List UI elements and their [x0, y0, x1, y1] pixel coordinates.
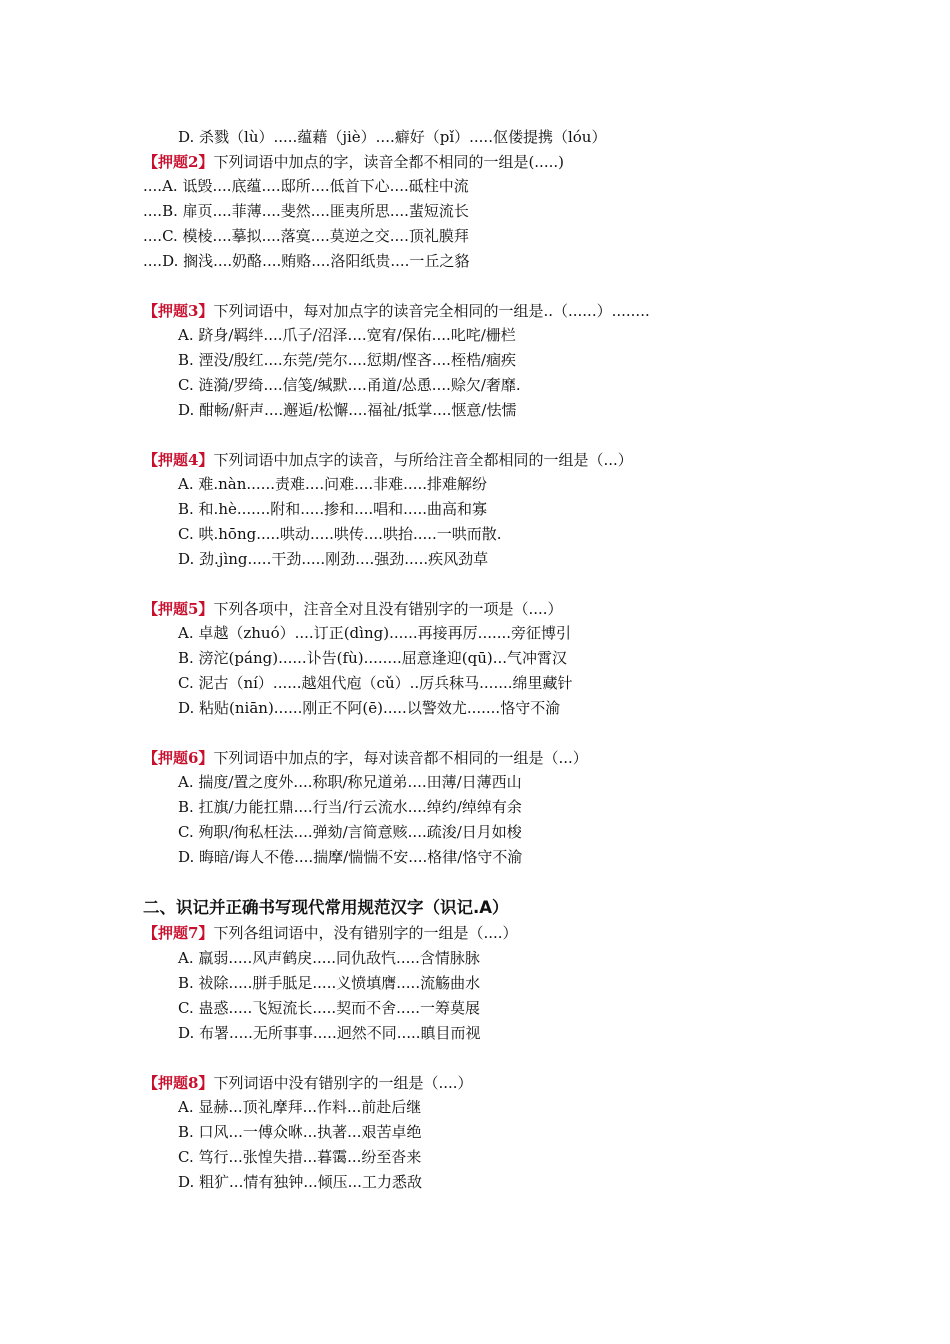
option-line: B. 扛旗/力能扛鼎....行当/行云流水....绰约/绰绰有余 [178, 798, 522, 816]
option-line: C. 笃行...张惶失措...暮霭...纷至沓来 [178, 1148, 422, 1166]
option-line: ....C. 模棱....摹拟....落寞....莫逆之交....顶礼膜拜 [143, 227, 469, 245]
question-line: 【押题4】下列词语中加点字的读音，与所给注音全都相同的一组是（...） [143, 451, 633, 469]
option-line: C. 泥古（ní）......越俎代庖（cǔ）..厉兵秣马.......绵里藏针 [178, 674, 573, 692]
question-line: 【押题6】下列词语中加点的字，每对读音都不相同的一组是（...） [143, 749, 588, 767]
option-line: ....D. 搁浅....奶酪....贿赂....洛阳纸贵....一丘之貉 [143, 252, 470, 270]
option-line: ....A. 诋毁....底蕴....邸所....低首下心....砥柱中流 [143, 177, 469, 195]
option-line: C. 哄.hōng.....哄动.....哄传....哄抬.....一哄而散. [178, 525, 502, 543]
option-line: D. 粗犷...情有独钟...倾压...工力悉敌 [178, 1173, 422, 1191]
question-tag: 【押题5】 [143, 600, 214, 618]
option-line: D. 布署.....无所事事.....迥然不同.....瞋目而视 [178, 1024, 481, 1042]
option-line: D. 晦暗/诲人不倦....揣摩/惴惴不安....格律/恪守不渝 [178, 848, 523, 866]
option-line: C. 蛊惑.....飞短流长.....契而不舍.....一筹莫展 [178, 999, 481, 1017]
option-line: A. 难.nàn......责难....问难....非难.....排难解纷 [178, 475, 487, 493]
option-line: B. 口风...一傅众咻...执著...艰苦卓绝 [178, 1123, 422, 1141]
option-line: D. 酣畅/鼾声....邂逅/松懈....福祉/抵掌....惬意/怯懦 [178, 401, 517, 419]
option-line: D. 粘贴(niān)......刚正不阿(ē).....以警效尤.......恪守不渝 [178, 699, 561, 717]
section-heading: 二、识记并正确书写现代常用规范汉字（识记.A） [143, 898, 509, 917]
option-line: C. 涟漪/罗绮....信笺/缄默....甬道/怂恿....赊欠/奢靡. [178, 376, 521, 394]
question-tag: 【押题3】 [143, 302, 214, 320]
option-line: B. 滂沱(páng)......讣告(fù)........屈意逢迎(qū)...气冲霄汉 [178, 649, 568, 667]
option-line: B. 和.hè.......附和.....掺和....唱和.....曲高和寡 [178, 500, 487, 518]
option-line: C. 殉职/徇私枉法....弹劾/言简意赅....疏浚/日月如梭 [178, 823, 522, 841]
question-tag: 【押题7】 [143, 924, 214, 942]
option-line: B. 湮没/殷红....东莞/莞尔....愆期/悭吝....桎梏/痼疾 [178, 351, 516, 369]
option-line: B. 祓除.....胼手胝足.....义愤填膺.....流觞曲水 [178, 974, 481, 992]
option-line: D. 劲.jìng.....干劲.....刚劲....强劲.....疾风劲草 [178, 550, 489, 568]
question-line: 【押题2】下列词语中加点的字，读音全都不相同的一组是(.....) [143, 153, 564, 171]
question-tag: 【押题8】 [143, 1074, 214, 1092]
question-tag: 【押题4】 [143, 451, 214, 469]
question-line: 【押题3】下列词语中，每对加点字的读音完全相同的一组是..（......）........ [143, 302, 650, 320]
question-line: 【押题7】下列各组词语中，没有错别字的一组是（....） [143, 924, 518, 942]
option-line: ....B. 扉页....菲薄....斐然....匪夷所思....蜚短流长 [143, 202, 469, 220]
option-line: A. 跻身/羁绊....爪子/沼泽....宽宥/保佑....叱咤/栅栏 [178, 326, 516, 344]
option-line: A. 显赫...顶礼摩拜...作料...前赴后继 [178, 1098, 422, 1116]
option-line: D. 杀戮（lù）.....蕴藉（jiè）....癖好（pǐ）.....伛偻提携（lóu） [178, 128, 607, 146]
option-line: A. 羸弱.....风声鹤戾.....同仇敌忾.....含情脉脉 [178, 949, 480, 967]
option-line: A. 揣度/置之度外....称职/称兄道弟....田薄/日薄西山 [178, 773, 522, 791]
question-tag: 【押题2】 [143, 153, 214, 171]
option-line: A. 卓越（zhuó）....订正(dìng)......再接再厉.......旁征博引 [178, 624, 572, 642]
question-line: 【押题5】下列各项中，注音全对且没有错别字的一项是（....） [143, 600, 563, 618]
question-line: 【押题8】下列词语中没有错别字的一组是（....） [143, 1074, 473, 1092]
question-tag: 【押题6】 [143, 749, 214, 767]
